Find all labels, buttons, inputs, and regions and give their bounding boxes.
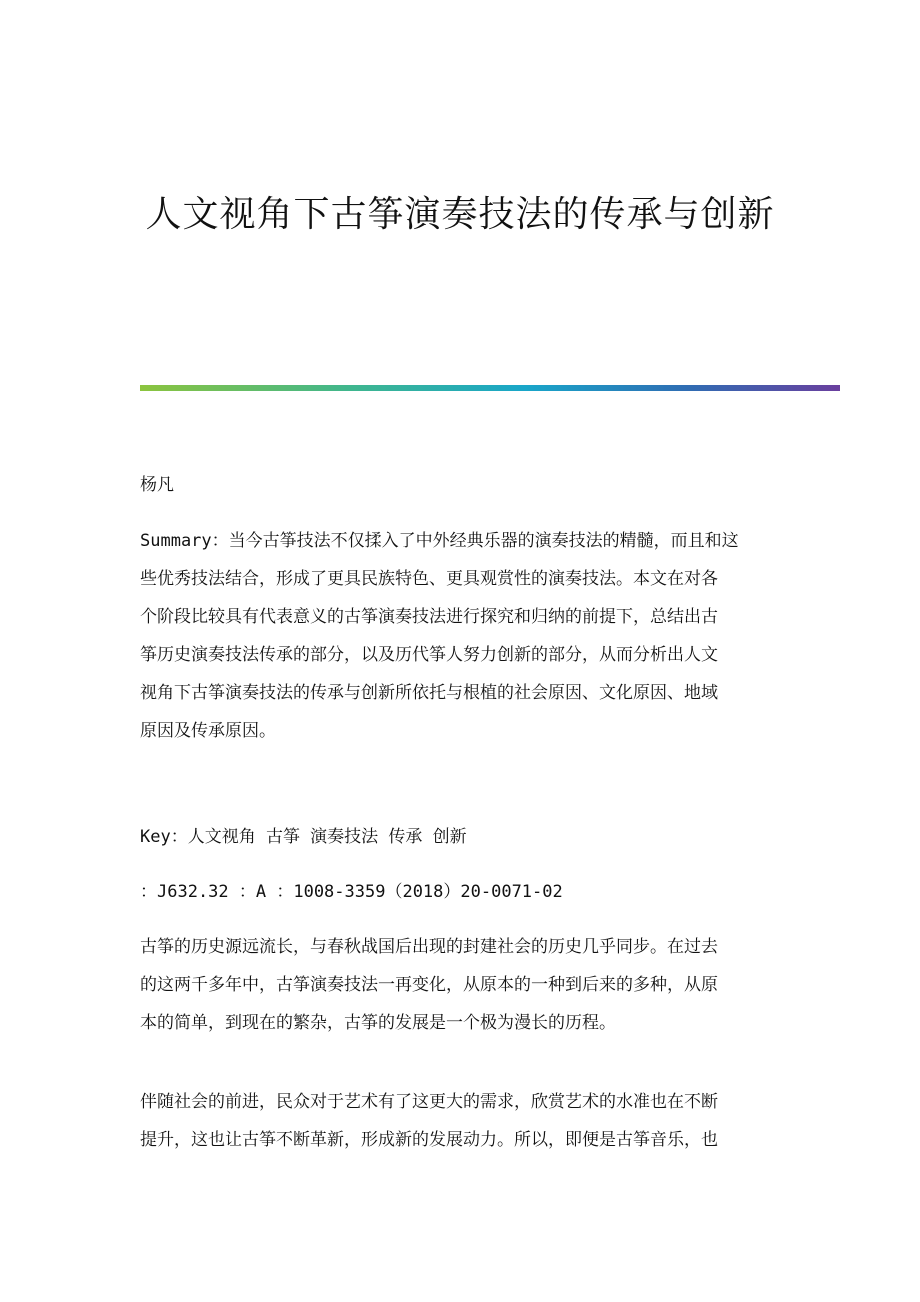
body-paragraph-2 (140, 1083, 780, 1159)
classification-line: ：J632.32 ：A ：1008-3359（2018）20-0071-02 (140, 882, 563, 902)
summary-line: 个阶段比较具有代表意义的古筝演奏技法进行探究和归纳的前提下，总结出古 (140, 607, 718, 627)
summary-paragraph (140, 522, 780, 750)
paragraph-line: 本的简单，到现在的繁杂，古筝的发展是一个极为漫长的历程。 (140, 1013, 616, 1033)
keywords-line: Key：人文视角 古筝 演奏技法 传承 创新 (140, 827, 467, 847)
author-name: 杨凡 (140, 475, 174, 495)
summary-line: 筝历史演奏技法传承的部分，以及历代筝人努力创新的部分，从而分析出人文 (140, 645, 718, 665)
body-paragraph-1 (140, 928, 780, 1042)
paragraph-line: 古筝的历史源远流长，与春秋战国后出现的封建社会的历史几乎同步。在过去 (140, 937, 718, 957)
summary-line: 原因及传承原因。 (140, 721, 276, 741)
title-divider-rule (140, 385, 840, 391)
summary-line: 视角下古筝演奏技法的传承与创新所依托与根植的社会原因、文化原因、地域 (140, 683, 718, 703)
summary-line: Summary：当今古筝技法不仅揉入了中外经典乐器的演奏技法的精髓，而且和这 (140, 531, 739, 551)
summary-line: 些优秀技法结合，形成了更具民族特色、更具观赏性的演奏技法。本文在对各 (140, 569, 718, 589)
document-title: 人文视角下古筝演奏技法的传承与创新 (145, 194, 775, 235)
paragraph-line: 的这两千多年中，古筝演奏技法一再变化，从原本的一种到后来的多种，从原 (140, 975, 718, 995)
paragraph-line: 伴随社会的前进，民众对于艺术有了这更大的需求，欣赏艺术的水准也在不断 (140, 1092, 718, 1112)
paragraph-line: 提升，这也让古筝不断革新，形成新的发展动力。所以，即便是古筝音乐，也 (140, 1130, 718, 1150)
